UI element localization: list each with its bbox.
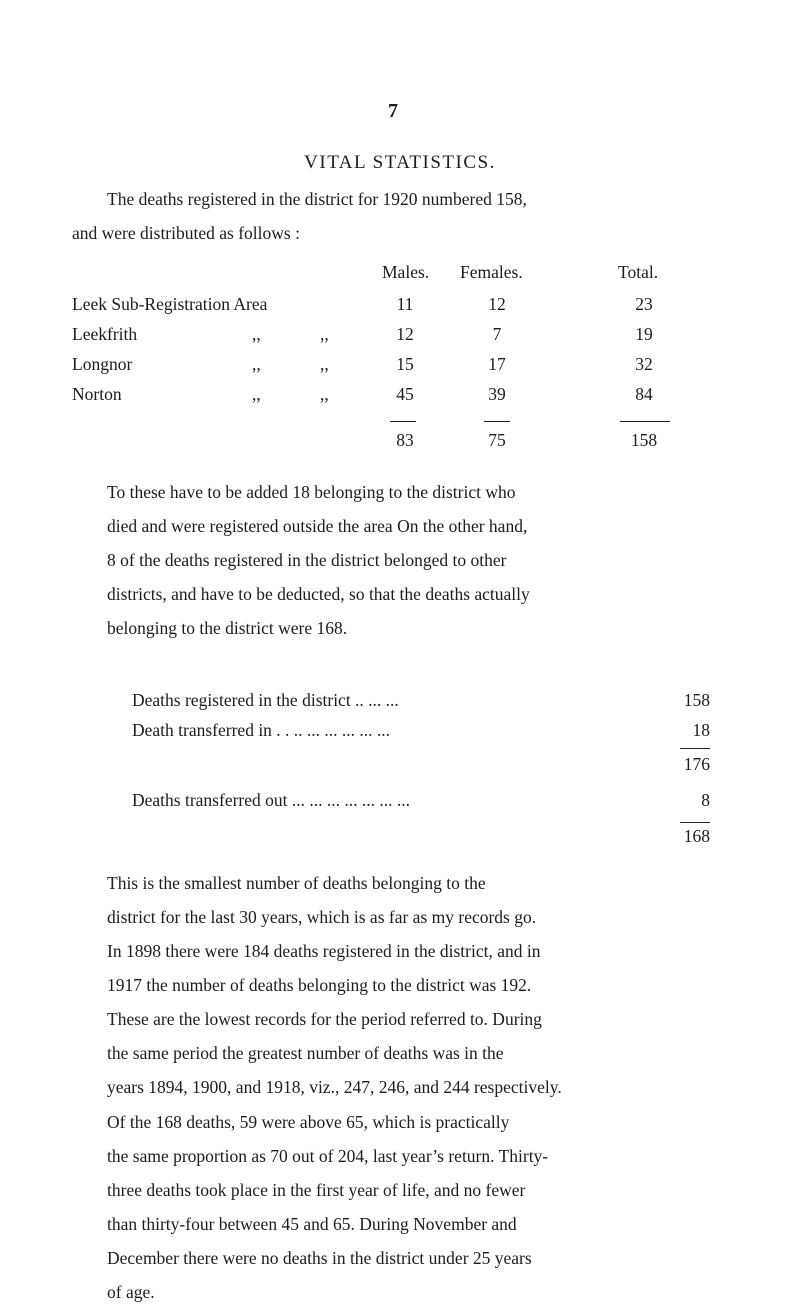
table-cell-males: 45 <box>396 384 414 404</box>
table-cell-total: 23 <box>635 294 653 314</box>
page-number: 7 <box>388 100 398 122</box>
paragraph-line: These are the lowest records for the period referred to. During <box>107 1009 542 1029</box>
calc-net: 168 <box>683 826 710 846</box>
ditto-mark: ,, <box>252 324 261 344</box>
paragraph-line: districts, and have to be deducted, so that the deaths actually <box>107 584 530 604</box>
table-cell-females: 17 <box>488 354 506 374</box>
column-header-total: Total. <box>618 262 659 282</box>
paragraph-line: To these have to be added 18 belonging to the district who <box>107 482 516 502</box>
calc-registered-value: 158 <box>683 690 710 710</box>
calc-rule-2 <box>680 822 710 823</box>
column-header-females: Females. <box>460 262 523 282</box>
calc-transferred-in-value: 18 <box>692 720 710 740</box>
calc-subtotal: 176 <box>683 754 710 774</box>
paragraph-ages <box>72 1105 732 1309</box>
paragraph-line: the same period the greatest number of deaths was in the <box>107 1043 504 1063</box>
calc-transferred-out-label: Deaths transferred out ... ... ... ... ... ... ... <box>132 790 410 810</box>
table-cell-total: 19 <box>635 324 653 344</box>
table-cell-females: 39 <box>488 384 506 404</box>
table-cell-total: 84 <box>635 384 653 404</box>
table-cell-females: 7 <box>492 324 502 344</box>
table-total-total: 158 <box>630 430 658 450</box>
paragraph-records <box>72 866 732 1104</box>
paragraph-line: the same proportion as 70 out of 204, last year’s return. Thirty- <box>107 1146 549 1166</box>
paragraph-line: died and were registered outside the area On the other hand, <box>107 516 528 536</box>
column-header-males: Males. <box>382 262 430 282</box>
table-row-name: Leek Sub-Registration Area <box>72 294 268 314</box>
paragraph-line: of age. <box>107 1282 155 1302</box>
intro-line-1: The deaths registered in the district for 1920 numbered 158, <box>107 189 527 209</box>
paragraph-transfers <box>72 475 732 645</box>
calc-transferred-out-value: 8 <box>701 790 710 810</box>
paragraph-line: In 1898 there were 184 deaths registered in the district, and in <box>107 941 541 961</box>
ditto-mark: ,, <box>320 384 329 404</box>
table-cell-males: 15 <box>396 354 414 374</box>
table-total-males: 83 <box>396 430 414 450</box>
paragraph-line: three deaths took place in the first year of life, and no fewer <box>107 1180 526 1200</box>
total-rule-total <box>620 421 670 422</box>
table-cell-males: 11 <box>396 294 414 314</box>
ditto-mark: ,, <box>252 384 261 404</box>
paragraph-line: belonging to the district were 168. <box>107 618 348 638</box>
calc-registered-label: Deaths registered in the district .. ... ... <box>132 690 399 710</box>
paragraph-line: 1917 the number of deaths belonging to the district was 192. <box>107 975 532 995</box>
total-rule-males <box>390 421 416 422</box>
table-cell-males: 12 <box>396 324 414 344</box>
paragraph-line: district for the last 30 years, which is as far as my records go. <box>107 907 537 927</box>
ditto-mark: ,, <box>320 324 329 344</box>
paragraph-line: December there were no deaths in the district under 25 years <box>107 1248 532 1268</box>
paragraph-line: than thirty-four between 45 and 65. During November and <box>107 1214 517 1234</box>
page-title: VITAL STATISTICS. <box>304 152 496 173</box>
calc-rule-1 <box>680 748 710 749</box>
table-total-females: 75 <box>488 430 506 450</box>
paragraph-line: years 1894, 1900, and 1918, viz., 247, 246, and 244 respectively. <box>107 1077 562 1097</box>
ditto-mark: ,, <box>252 354 261 374</box>
calc-transferred-in-label: Death transferred in . . .. ... ... ... ... ... <box>132 720 391 740</box>
paragraph-line: 8 of the deaths registered in the district belonged to other <box>107 550 507 570</box>
table-row-name: Norton <box>72 384 122 404</box>
paragraph-line: This is the smallest number of deaths belonging to the <box>107 873 486 893</box>
table-cell-females: 12 <box>488 294 506 314</box>
table-row-name: Longnor <box>72 354 133 374</box>
table-row-name: Leekfrith <box>72 324 138 344</box>
ditto-mark: ,, <box>320 354 329 374</box>
table-cell-total: 32 <box>635 354 653 374</box>
paragraph-line: Of the 168 deaths, 59 were above 65, which is practically <box>107 1112 510 1132</box>
intro-line-2: and were distributed as follows : <box>72 223 300 243</box>
total-rule-females <box>484 421 510 422</box>
